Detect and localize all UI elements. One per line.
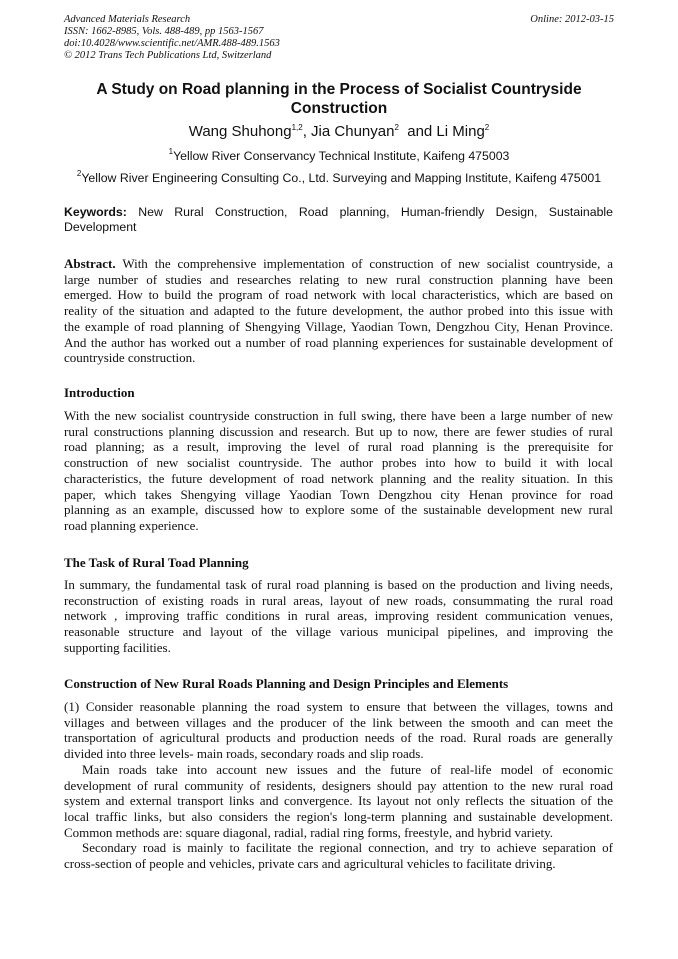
text-line: emerged. How to build the program of road network with local characteristics, which are based on xyxy=(64,287,613,303)
keywords-text: Development xyxy=(64,220,137,234)
author-sup: 1,2 xyxy=(291,123,303,132)
text-line: With the new socialist countryside construction in full swing, there have been a large number of new xyxy=(64,408,613,423)
text-line: reasonable structure and layout of the village various municipal pipelines, and improving the xyxy=(64,624,613,640)
text-line: With the comprehensive implementation of construction of new socialist countryside, a xyxy=(122,256,614,271)
journal-name: Advanced Materials Research xyxy=(64,14,191,25)
keywords-label: Keywords: xyxy=(64,205,127,219)
section-heading: The Task of Rural Toad Planning xyxy=(64,555,249,570)
task-section xyxy=(64,555,613,656)
author: Wang Shuhong xyxy=(188,123,292,140)
keywords-text: New Rural Construction, Road planning, Human-friendly Design, Sustainable xyxy=(138,205,614,219)
aff-text: Yellow River Engineering Consulting Co., Ltd. Surveying and Mapping Institute, Kaifeng 475001 xyxy=(81,171,602,185)
text-line: And the author has worked out a number of road planning experiences for sustainable development of xyxy=(64,334,613,350)
text-line: rural constructions planning discussion and research. But up to now, there are fewer studies of rural xyxy=(64,423,613,439)
text-line: reconstruction of existing roads in rural areas, layout of new roads, consummating the rural road xyxy=(64,592,613,608)
text-line: In summary, the fundamental task of rural road planning is based on the production and living needs, xyxy=(64,577,613,592)
abstract-label: Abstract. xyxy=(64,256,116,271)
author-sup: 2 xyxy=(394,123,399,132)
aff-sup: 2 xyxy=(76,169,82,178)
text-line: the example of road planning of Shengying Village, Yaodian Town, Dengzhou City, Henan Province. xyxy=(64,318,613,334)
text-line: road planning experience. xyxy=(64,517,199,533)
online-date: Online: 2012-03-15 xyxy=(530,14,614,25)
section-heading: Introduction xyxy=(64,385,135,400)
aff-sup: 1 xyxy=(168,147,174,156)
text-line: Secondary road is mainly to facilitate the regional connection, and try to achieve separation of xyxy=(82,840,613,856)
text-line: system and external transport links and convergence. Its layout not only reflects the situation of the xyxy=(64,793,613,809)
text-line: divided into three levels- main roads, secondary roads and slip roads. xyxy=(64,746,424,762)
text-line: network , improving traffic conditions in rural areas, improving resident communication venues, xyxy=(64,608,613,624)
keywords xyxy=(64,205,613,235)
author-sup: 2 xyxy=(484,123,490,132)
text-line: (1) Consider reasonable planning the road system to ensure that between the villages, towns and xyxy=(64,699,613,714)
authors xyxy=(64,123,614,141)
aff-text: Yellow River Conservancy Technical Institute, Kaifeng 475003 xyxy=(173,149,510,163)
issn: ISSN: 1662-8985, Vols. 488-489, pp 1563-1567 xyxy=(64,26,264,37)
author: , Jia Chunyan xyxy=(302,123,395,140)
abstract xyxy=(64,256,613,366)
text-line: supporting facilities. xyxy=(64,639,171,655)
introduction-section xyxy=(64,385,613,534)
paper-title xyxy=(64,80,614,118)
text-line: construction of new socialist countryside. The author probes into how to build it with local xyxy=(64,455,613,471)
text-line: large number of studies and researches relating to new rural construction planning have been xyxy=(64,271,613,287)
doi: doi:10.4028/www.scientific.net/AMR.488-489.1563 xyxy=(64,38,280,49)
text-line: cross-section of people and vehicles, private cars and agricultural vehicles to facilitate driving. xyxy=(64,856,556,872)
title-line: Construction xyxy=(290,100,388,117)
title-line: A Study on Road planning in the Process of Socialist Countryside xyxy=(96,81,582,98)
text-line: planning as an example, discussed how to explore some of the sustainable development new rural xyxy=(64,502,613,518)
author: and Li Ming xyxy=(398,123,485,140)
construction-section xyxy=(64,676,613,872)
journal-header xyxy=(64,14,280,62)
affiliation-1 xyxy=(40,149,638,164)
section-heading: Construction of New Rural Roads Planning and Design Principles and Elements xyxy=(64,676,509,691)
text-line: paper, which takes Shengying village Yaodian Town Dengzhou city Henan province for road xyxy=(64,486,613,502)
text-line: development of rural community of residents, designers should pay attention to the new rural road xyxy=(64,777,613,793)
text-line: road planning; as a result, improving the level of rural road planning is the prerequisite for xyxy=(64,439,613,455)
text-line: Main roads take into account new issues and the future of real-life model of economic xyxy=(82,761,613,777)
text-line: transportation of agricultural products and production needs of the road. Rural roads are generally xyxy=(64,730,613,746)
text-line: reality of the situation and adapted to the future development, the author probed into this issue with xyxy=(64,303,613,319)
copyright: © 2012 Trans Tech Publications Ltd, Switzerland xyxy=(64,50,272,61)
text-line: villages and between villages and the producer of the link between the smooth and can meet the xyxy=(64,714,613,730)
text-line: local traffic links, but also considers the region's long-term planning and sustainable development. xyxy=(64,808,613,824)
text-line: countryside construction. xyxy=(64,350,196,366)
affiliation-2 xyxy=(40,171,638,186)
text-line: characteristics, the future development of road network planning and the reality situation. In this xyxy=(64,470,613,486)
text-line: Common methods are: square diagonal, radial, radial ring forms, freestyle, and hybrid variety. xyxy=(64,824,554,840)
